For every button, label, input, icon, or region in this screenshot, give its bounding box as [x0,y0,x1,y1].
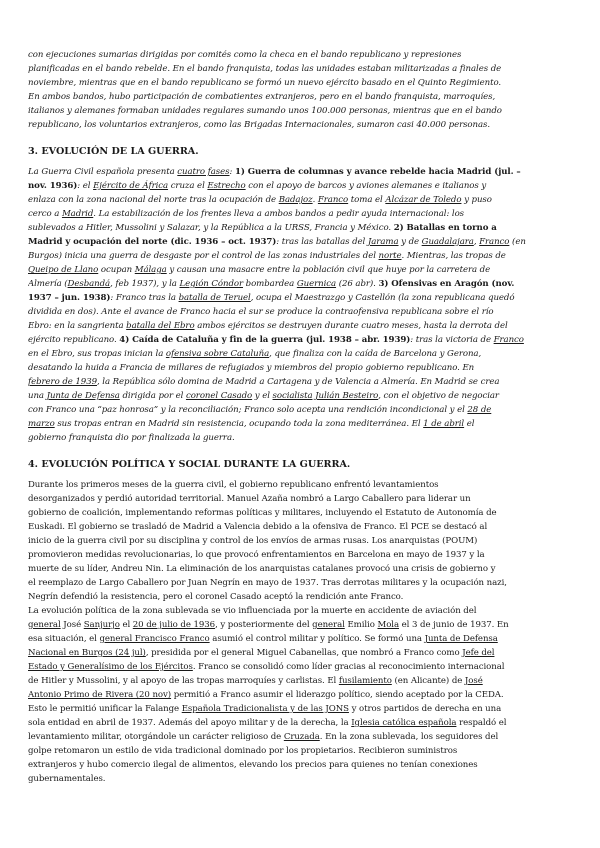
text-line [28,506,572,520]
text-run: con ejecuciones sumarias dirigidas por comités como la checa en el bando republicano y represiones [28,50,462,60]
text-line [28,249,572,263]
text-line [28,492,572,506]
section-3-heading: 3. EVOLUCIÓN DE LA GUERRA. [28,146,199,157]
text-line [28,646,572,660]
text-line [28,590,572,604]
underlined-term: Guernica [296,279,337,289]
underlined-term: Queipo de Llano [28,265,99,275]
text-run: : tras la victoria de [410,335,494,345]
text-line [28,716,572,730]
text-line [28,702,572,716]
text-line [28,478,572,492]
text-run: . Mientras, las tropas de [401,251,506,261]
text-line [28,333,572,347]
bold-phrase: Madrid y ocupación del norte (dic. 1936 – oct. 1937) [28,237,277,247]
text-run: . La estabilización de los frentes lleva a ambos bandos a pedir ayuda internacional: los [93,209,465,219]
text-line [28,660,572,674]
text-run: : [229,167,235,177]
text-run: (en Alicante) de [391,676,465,686]
underlined-term: Franco [493,335,524,345]
text-run: republicano, los voluntarios extranjeros, como las Brigadas Internacionales, sumaron casi 40.000 personas. [28,120,491,130]
underlined-term: Badajoz [278,195,313,205]
text-line [28,562,572,576]
text-line [28,632,572,646]
bold-phrase: 1) Guerra de columnas y avance rebelde hacia Madrid (jul. – [234,167,521,177]
text-run: . En la zona sublevada, los seguidores del [319,732,499,742]
text-line [28,548,572,562]
underlined-term: Española Tradicionalista y de las JONS [181,704,349,714]
text-line [28,688,572,702]
underlined-term: José [464,676,483,686]
text-line [28,118,572,132]
text-run: ejército republicano. [28,335,120,345]
text-run: , que finaliza con la caída de Barcelona y Gerona, [269,349,482,359]
text-line [28,417,572,431]
text-run: muerte de su líder, Andreu Nin. La eliminación de los anarquistas catalanes provocó una crisis de gobierno y [28,564,496,574]
text-run: dirigida por el [119,391,186,401]
text-run: inicio de la guerra civil por su disciplina y control de los envíos de armas rusas. Los anarquistas (POUM) [28,536,478,546]
text-run: Euskadi. El gobierno se trasladó de Madrid a Valencia debido a la ofensiva de Franco. El PCE se destacó al [28,522,488,532]
underlined-term: Desbandá [67,279,111,289]
section-4-paragraph-1 [28,478,572,604]
text-line [28,62,572,76]
text-line [28,76,572,90]
text-run: gobierno franquista dio por finalizada la guerra. [28,433,235,443]
text-run: . [312,195,318,205]
text-run: enlaza con la zona nacional del norte tras la ocupación de [28,195,279,205]
text-run: permitió a Franco asumir el liderazgo político, siendo aceptado por la CEDA. [171,690,504,700]
underlined-term: cuatro fases [177,167,230,177]
text-run: Burgos) inicia una guerra de desgaste por el control de las zonas industriales del [28,251,379,261]
text-run: desorganizados y perdió autoridad territorial. Manuel Azaña nombró a Largo Caballero para liderar un [28,494,471,504]
text-run: sola entidad en abril de 1937. Además del apoyo militar y de la derecha, la [28,718,352,728]
text-run: con Franco una “paz honrosa” y la reconciliación; Franco solo acepta una rendición incondicional y el [28,405,468,415]
text-run: , y posteriormente del [215,620,313,630]
text-run: Almería ( [28,279,68,289]
text-line [28,165,572,179]
text-run: , presidida por el general Miguel Cabanellas, que nombró a Franco como [145,648,463,658]
underlined-term: Cruzada [283,732,320,742]
text-run: Emilio [344,620,378,630]
text-run: Esto le permitió unificar la Falange [28,704,182,714]
underlined-term: general [28,620,61,630]
text-run: desatando la huida a Francia de millares de refugiados y miembros del propio gobierno republicano. En [28,363,475,373]
text-run: noviembre, mientras que en el bando republicano se formó un nuevo ejército basado en el Quinto Regimiento. [28,78,502,88]
text-line [28,361,572,375]
underlined-term: Málaga [134,265,167,275]
underlined-term: batalla de Teruel [178,293,251,303]
text-line [28,90,572,104]
bold-phrase: 1937 – jun. 1938) [28,293,111,303]
text-run: una [28,391,47,401]
text-line [28,758,572,772]
text-run: ambos ejércitos se destruyen durante cuatro meses, hasta la derrota del [194,321,508,331]
underlined-term: Junta de Defensa [424,634,498,644]
text-run: En ambos bandos, hubo participación de combatientes extranjeros, pero en el bando franquista, marroquíes, [28,92,496,102]
section-4-heading: 4. EVOLUCIÓN POLÍTICA Y SOCIAL DURANTE LA GUERRA. [28,459,351,470]
text-run: . Franco se consolidó como líder gracias al reconocimiento internacional [192,662,505,672]
text-run: , con el objetivo de negociar [378,391,499,401]
underlined-term: Ejército de África [93,181,169,191]
text-line [28,674,572,688]
underlined-term: Junta de Defensa [46,391,120,401]
text-run: y de [398,237,422,247]
text-run: levantamiento militar, otorgándole un carácter religioso de [28,732,284,742]
text-run: , la República sólo domina de Madrid a Cartagena y de Valencia a Almería. En Madrid se crea [96,377,500,387]
text-line [28,431,572,445]
text-run: Ebro: en la sangrienta [28,321,127,331]
underlined-term: marzo [28,419,55,429]
underlined-term: general Francisco Franco [99,634,210,644]
section-4-paragraph-2 [28,604,572,786]
text-run: de Hitler y Mussolini, y al apoyo de las tropas marroquíes y carlistas. El [28,676,339,686]
text-run: respaldó el [456,718,507,728]
text-run: (26 abr). [336,279,379,289]
text-run: gobierno de coalición, implementando reformas políticas y militares, incluyendo el Estatuto de Autonomía de [28,508,497,518]
text-run: cruza el [168,181,208,191]
text-line [28,744,572,758]
text-run: con el apoyo de barcos y aviones alemanes e italianos y [245,181,487,191]
text-run: el [464,419,475,429]
text-line [28,604,572,618]
text-line [28,48,572,62]
underlined-term: febrero de 1939 [28,377,97,387]
text-line [28,520,572,534]
text-run: La evolución política de la zona sublevada se vio influenciada por la muerte en accidente de aviación del [28,606,477,616]
text-run: asumió el control militar y político. Se formó una [209,634,425,644]
text-run: y el [252,391,273,401]
text-run: Negrín defendió la resistencia, pero el coronel Casado aceptó la rendición ante Franco. [28,592,404,602]
text-run: el 3 de junio de 1937. En [399,620,509,630]
text-run: , feb 1937), y la [110,279,180,289]
text-line [28,235,572,249]
text-run: gubernamentales. [28,774,106,784]
text-line [28,104,572,118]
text-run: La Guerra Civil española presenta [28,167,178,177]
text-line [28,403,572,417]
underlined-term: socialista Julián Besteiro [272,391,379,401]
text-line [28,277,572,291]
text-run: y causan una masacre entre la población civil que huye por la carretera de [166,265,491,275]
underlined-term: Estrecho [207,181,246,191]
underlined-term: 20 de julio de 1936 [132,620,216,630]
underlined-term: Alcázar de Toledo [385,195,462,205]
text-line [28,221,572,235]
text-line [28,375,572,389]
underlined-term: 28 de [467,405,492,415]
text-run: , ocupa el Maestrazgo y Castellón (la zona republicana quedó [250,293,515,303]
text-run: y puso [461,195,492,205]
text-line [28,291,572,305]
text-line [28,263,572,277]
text-line [28,347,572,361]
intro-paragraph [28,48,572,132]
text-line [28,305,572,319]
text-run: golpe retomaron un estilo de vida tradicional dominado por los propietarios. Recibieron suministros [28,746,458,756]
text-run: planificadas en el bando rebelde. En el bando franquista, todas las unidades estaban militarizadas a finales de [28,64,502,74]
text-run: dividida en dos). Ante el avance de Franco hacia el sur se produce la contraofensiva republicana sobre el río [28,307,494,317]
underlined-term: Franco [317,195,349,205]
text-run: ocupan [98,265,135,275]
text-run: italianos y alemanes formaban unidades regulares sumando unos 100.000 personas, mientras que en el bando [28,106,502,116]
text-run: : Franco tras la [110,293,179,303]
underlined-term: coronel Casado [185,391,253,401]
text-run: José [60,620,84,630]
text-run: sus tropas entran en Madrid sin resistencia, ocupando toda la zona mediterránea. El [54,419,424,429]
underlined-term: 1 de abril [423,419,465,429]
text-run: : tras las batallas del [276,237,368,247]
underlined-term: Madrid [61,209,94,219]
text-run: : el [77,181,94,191]
section-3-paragraph [28,165,572,445]
underlined-term: Antonio Primo de Rivera (20 nov) [28,690,172,700]
underlined-term: Nacional en Burgos (24 jul) [28,648,146,658]
underlined-term: Estado y Generalísimo de los Ejércitos [28,662,193,672]
text-run: Durante los primeros meses de la guerra civil, el gobierno republicano enfrentó levantamientos [28,480,439,490]
text-line [28,179,572,193]
text-run: bombardea [243,279,297,289]
text-run: cerco a [28,209,62,219]
underlined-term: Jarama [367,237,399,247]
text-run: y otros partidos de derecha en una [348,704,502,714]
text-run: (en [509,237,526,247]
text-run: promovieron medidas revolucionarias, lo que provocó enfrentamientos en Barcelona en mayo de 1937 y la [28,550,485,560]
underlined-term: Iglesia católica española [351,718,457,728]
underlined-term: Sanjurjo [83,620,120,630]
text-run: el [119,620,133,630]
text-line [28,772,572,786]
bold-phrase: nov. 1936) [28,181,78,191]
underlined-term: Guadalajara [421,237,474,247]
text-line [28,319,572,333]
text-run: toma el [348,195,386,205]
text-run: en el Ebro, sus tropas inician la [28,349,166,359]
underlined-term: Franco [479,237,510,247]
bold-phrase: 4) Caída de Cataluña y fin de la guerra (jul. 1938 – abr. 1939) [119,335,411,345]
bold-phrase: 2) Batallas en torno a [393,223,497,233]
text-run: extranjeros y hubo comercio ilegal de alimentos, elevando los precios para quienes no tenían conexiones [28,760,478,770]
underlined-term: ofensiva sobre Cataluña [165,349,270,359]
underlined-term: Legión Cóndor [179,279,243,289]
text-line [28,576,572,590]
underlined-term: Jefe del [462,648,495,658]
bold-phrase: 3) Ofensivas en Aragón (nov. [378,279,515,289]
text-line [28,534,572,548]
text-line [28,730,572,744]
text-run: , [473,237,480,247]
text-line [28,389,572,403]
underlined-term: norte [378,251,402,261]
text-run: el reemplazo de Largo Caballero por Juan Negrín en mayo de 1937. Tras derrotas militares y la ocupación nazi, [28,578,507,588]
text-line [28,618,572,632]
underlined-term: Mola [377,620,399,630]
underlined-term: batalla del Ebro [126,321,195,331]
text-run: sublevados a Hitler, Mussolini y Salazar, y la República a la URSS, Francia y México. [28,223,394,233]
text-line [28,193,572,207]
underlined-term: fusilamiento [338,676,392,686]
underlined-term: general [312,620,345,630]
text-run: esa situación, el [28,634,100,644]
text-line [28,207,572,221]
